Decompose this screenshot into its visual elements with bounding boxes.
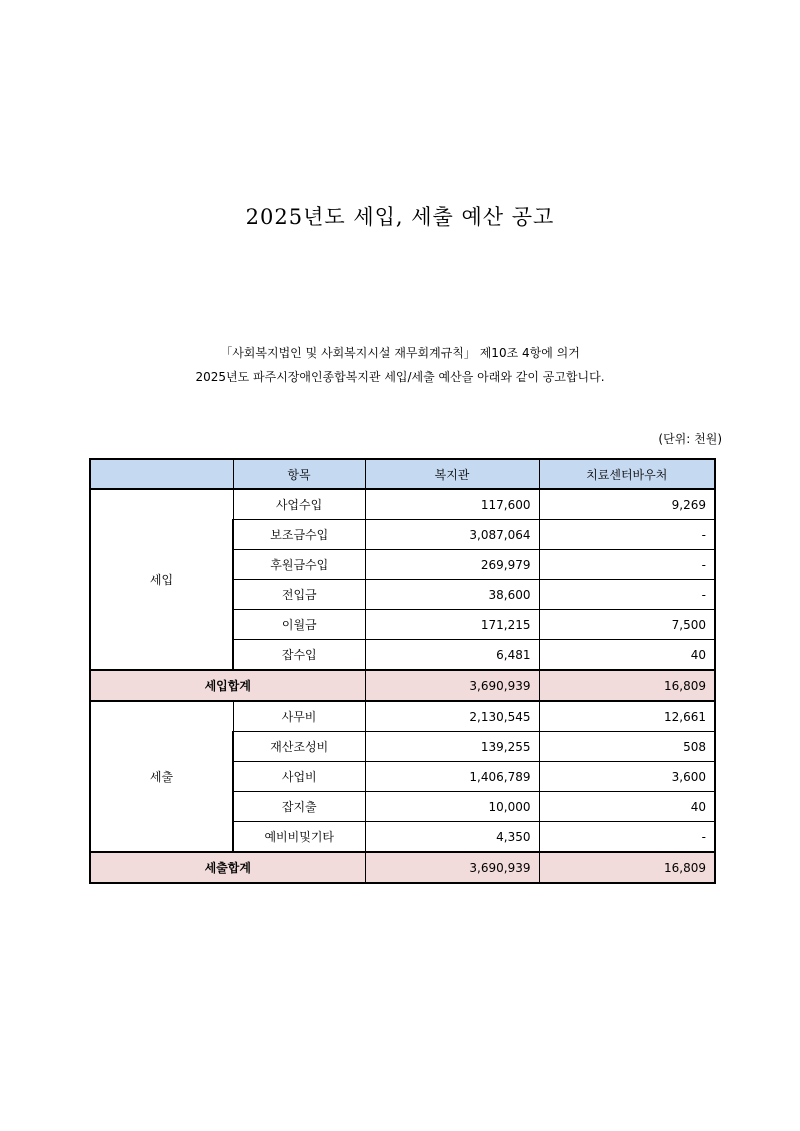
- row-voucher-value: 7,500: [539, 610, 715, 640]
- revenue-total-welfare: 3,690,939: [365, 670, 539, 701]
- table-header-row: [90, 459, 715, 489]
- row-item: 사업비: [233, 762, 365, 792]
- row-voucher-value: 40: [539, 792, 715, 822]
- row-item: 사업수입: [233, 489, 365, 520]
- row-voucher-value: -: [539, 550, 715, 580]
- budget-table: [89, 458, 716, 884]
- row-item: 후원금수입: [233, 550, 365, 580]
- expense-total-label: 세출합계: [90, 852, 365, 883]
- row-welfare-value: 2,130,545: [365, 701, 539, 732]
- row-item: 재산조성비: [233, 732, 365, 762]
- row-welfare-value: 171,215: [365, 610, 539, 640]
- row-voucher-value: 12,661: [539, 701, 715, 732]
- expense-total-row: [90, 852, 715, 883]
- revenue-total-row: [90, 670, 715, 701]
- intro-line-1: 「사회복지법인 및 사회복지시설 재무회계규칙」 제10조 4항에 의거: [220, 346, 580, 360]
- row-voucher-value: -: [539, 822, 715, 853]
- page-title: 2025년도 세입, 세출 예산 공고: [245, 205, 555, 229]
- revenue-total-voucher: 16,809: [539, 670, 715, 701]
- header-therapy-voucher: 치료센터바우처: [539, 459, 715, 489]
- intro-line-2: 2025년도 파주시장애인종합복지관 세입/세출 예산을 아래와 같이 공고합니다.: [195, 370, 605, 384]
- intro-text: [0, 341, 800, 389]
- row-item: 사무비: [233, 701, 365, 732]
- header-item: 항목: [233, 459, 365, 489]
- row-welfare-value: 117,600: [365, 489, 539, 520]
- table-row: [90, 701, 715, 732]
- row-welfare-value: 139,255: [365, 732, 539, 762]
- row-voucher-value: 40: [539, 640, 715, 671]
- row-item: 잡지출: [233, 792, 365, 822]
- row-item: 잡수입: [233, 640, 365, 671]
- table-row: [90, 489, 715, 520]
- row-voucher-value: 3,600: [539, 762, 715, 792]
- row-item: 예비비및기타: [233, 822, 365, 853]
- row-voucher-value: -: [539, 520, 715, 550]
- row-item: 전입금: [233, 580, 365, 610]
- row-welfare-value: 269,979: [365, 550, 539, 580]
- row-welfare-value: 1,406,789: [365, 762, 539, 792]
- header-category: [90, 459, 233, 489]
- header-welfare-center: 복지관: [365, 459, 539, 489]
- revenue-total-label: 세입합계: [90, 670, 365, 701]
- row-voucher-value: -: [539, 580, 715, 610]
- row-voucher-value: 9,269: [539, 489, 715, 520]
- row-welfare-value: 4,350: [365, 822, 539, 853]
- expense-total-voucher: 16,809: [539, 852, 715, 883]
- row-welfare-value: 3,087,064: [365, 520, 539, 550]
- row-item: 보조금수입: [233, 520, 365, 550]
- row-item: 이월금: [233, 610, 365, 640]
- expense-total-welfare: 3,690,939: [365, 852, 539, 883]
- row-voucher-value: 508: [539, 732, 715, 762]
- row-welfare-value: 6,481: [365, 640, 539, 671]
- revenue-category-label: 세입: [90, 489, 233, 670]
- unit-label: (단위: 천원): [658, 432, 722, 446]
- expense-category-label: 세출: [90, 701, 233, 852]
- row-welfare-value: 10,000: [365, 792, 539, 822]
- row-welfare-value: 38,600: [365, 580, 539, 610]
